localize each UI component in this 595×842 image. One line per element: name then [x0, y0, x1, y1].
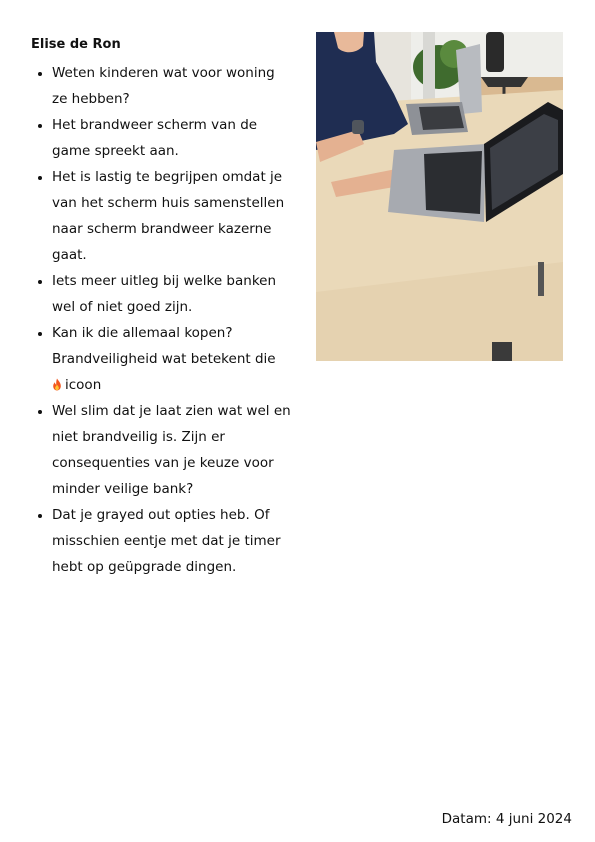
notes-list: [31, 60, 293, 580]
footer-date: [442, 810, 572, 828]
list-item: • Weten kinderen wat voor woning ze hebben?: [52, 60, 293, 112]
list-item: [52, 320, 293, 398]
photo-chair-seat: [481, 77, 528, 87]
list-item: • Wel slim dat je laat zien wat wel en niet brandveilig is. Zijn er consequenties van je keuze voor minder veilige bank?: [52, 398, 293, 502]
fire-emoji-icon: [52, 378, 62, 391]
list-item: • Het is lastig te begrijpen omdat je van het scherm huis samenstellen naar scherm brandweer kazerne gaat.: [52, 164, 293, 268]
date-label: Datam:: [441, 811, 492, 827]
list-item-text: icoon: [65, 377, 102, 393]
list-item: • Iets meer uitleg bij welke banken wel of niet goed zijn.: [52, 268, 293, 320]
list-item: • Het brandweer scherm van de game spreekt aan.: [52, 112, 293, 164]
photo-laptop-keyboard: [424, 151, 482, 214]
date-value: 4 juni 2024: [495, 811, 572, 827]
notes-column: [31, 36, 293, 580]
user-test-photo: [316, 32, 563, 361]
photo-chair-back: [486, 32, 504, 72]
list-item-text: Kan ik die allemaal kopen? Brandveiligheid wat betekent die: [52, 325, 276, 367]
participant-name: Elise de Ron: [31, 37, 121, 52]
list-item: • Dat je grayed out opties heb. Of misschien eentje met dat je timer hebt op geüpgrade dingen.: [52, 502, 293, 580]
